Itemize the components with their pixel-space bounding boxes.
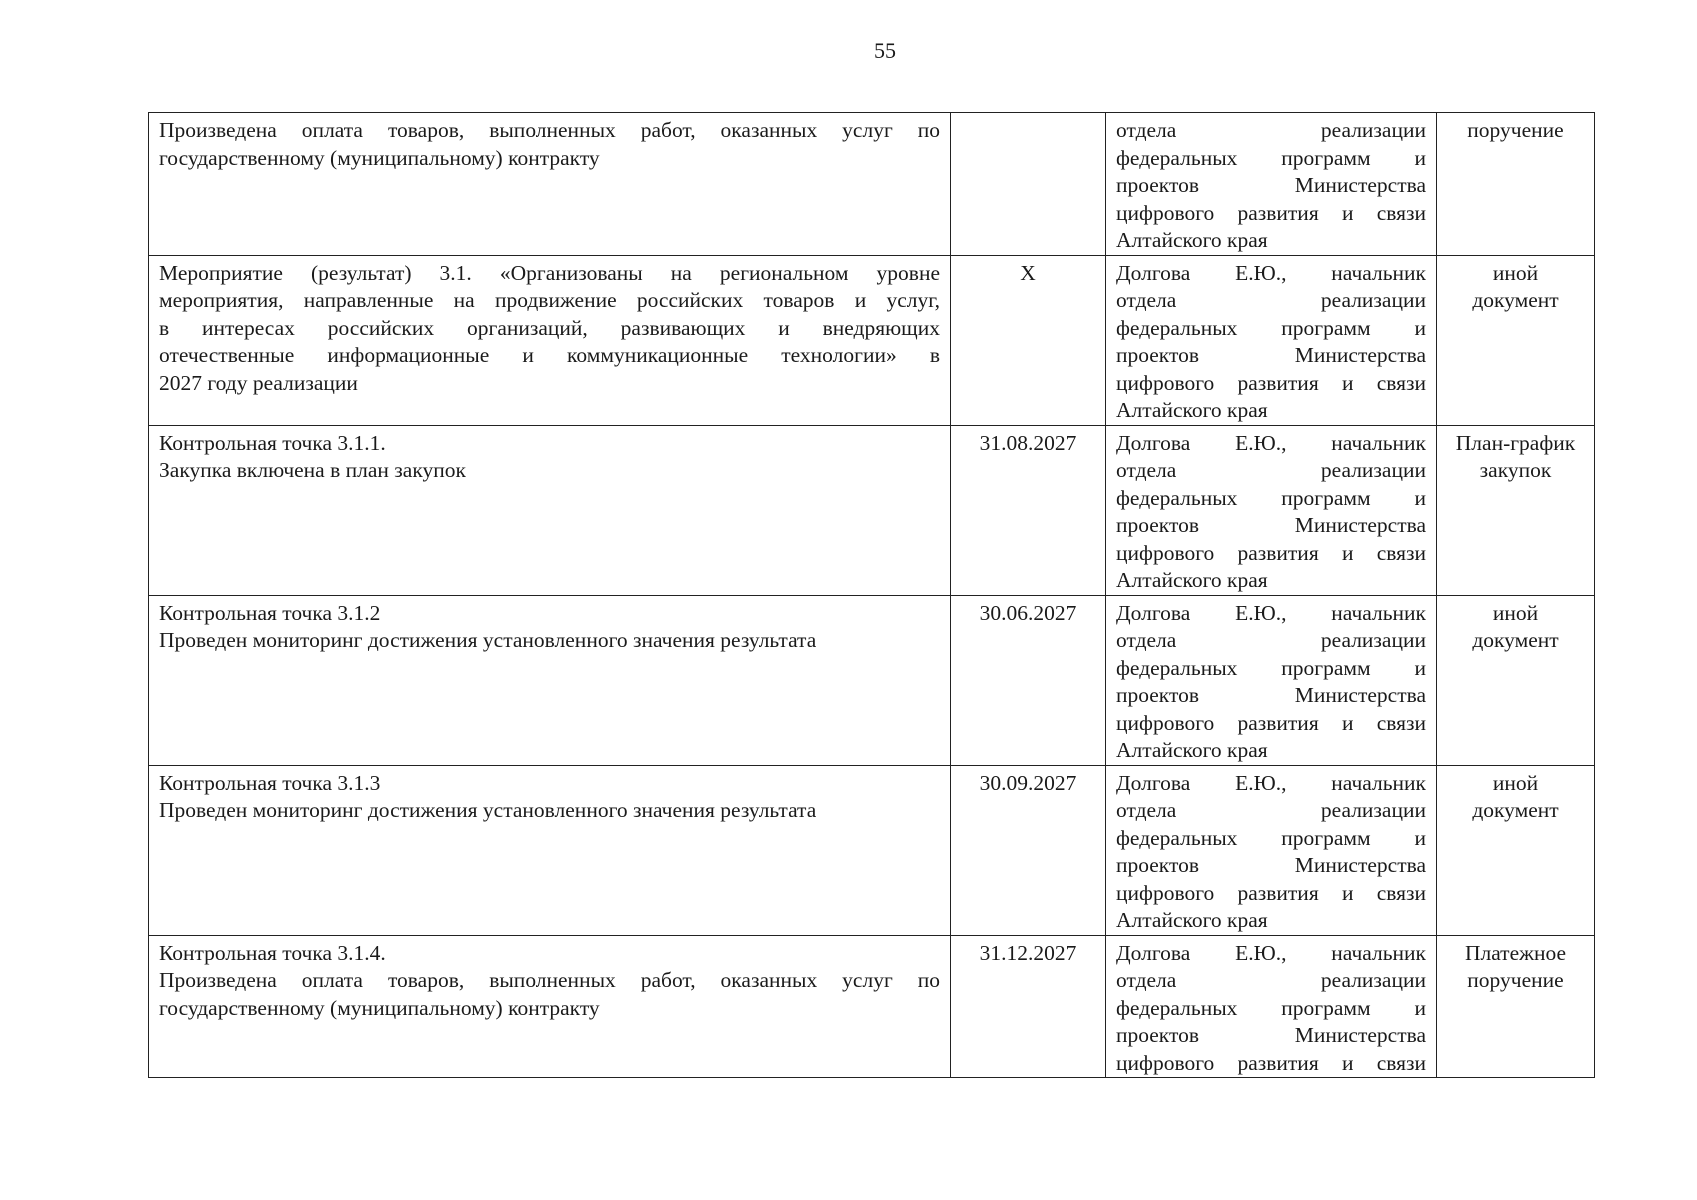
document-type-line: иной bbox=[1492, 260, 1539, 285]
responsible-line: отдела реализации bbox=[1116, 798, 1426, 822]
responsible-line: цифрового развития и связи bbox=[1116, 370, 1426, 395]
responsible-line: Долгова Е.Ю., начальник bbox=[1116, 430, 1426, 455]
description-line: в интересах российских организаций, развивающих и внедряющих bbox=[159, 315, 940, 340]
document-type-line: поручение bbox=[1467, 118, 1564, 142]
event-description-cell bbox=[149, 935, 951, 1078]
responsible-line: отдела реализации bbox=[1116, 968, 1426, 992]
responsible-line: отдела реализации bbox=[1116, 288, 1426, 312]
responsible-person-cell bbox=[1106, 765, 1437, 935]
description-line: Проведен мониторинг достижения установленного значения результата bbox=[159, 798, 817, 822]
document-type-cell bbox=[1437, 113, 1595, 256]
responsible-line: цифрового развития и связи bbox=[1116, 200, 1426, 225]
responsible-line: отдела реализации bbox=[1116, 118, 1426, 142]
event-description-cell bbox=[149, 425, 951, 595]
document-type-line: иной bbox=[1492, 770, 1539, 795]
table-row bbox=[149, 765, 1595, 935]
description-line: государственному (муниципальному) контракту bbox=[159, 995, 600, 1020]
responsible-line: цифрового развития и связи bbox=[1116, 880, 1426, 905]
document-type-cell bbox=[1437, 595, 1595, 765]
document-type-cell bbox=[1437, 255, 1595, 425]
responsible-line: Алтайского края bbox=[1116, 908, 1268, 932]
description-line: Произведена оплата товаров, выполненных работ, оказанных услуг по bbox=[159, 968, 940, 992]
description-line: государственному (муниципальному) контракту bbox=[159, 145, 600, 170]
document-type-cell bbox=[1437, 765, 1595, 935]
table-row bbox=[149, 113, 1595, 256]
document-type-line: поручение bbox=[1467, 968, 1564, 992]
deadline-date-cell: 31.08.2027 bbox=[951, 425, 1106, 595]
event-description-cell bbox=[149, 595, 951, 765]
responsible-line: проектов Министерства bbox=[1116, 683, 1426, 707]
deadline-date-cell: Х bbox=[951, 255, 1106, 425]
document-type-cell bbox=[1437, 425, 1595, 595]
deadline-date-cell: 30.09.2027 bbox=[951, 765, 1106, 935]
responsible-line: проектов Министерства bbox=[1116, 173, 1426, 197]
page-number: 55 bbox=[874, 38, 896, 63]
responsible-line: цифрового развития и связи bbox=[1116, 1050, 1426, 1075]
responsible-line: цифрового развития и связи bbox=[1116, 540, 1426, 565]
description-line: Контрольная точка 3.1.3 bbox=[159, 770, 381, 795]
responsible-line: федеральных программ и bbox=[1116, 825, 1426, 850]
table-row bbox=[149, 595, 1595, 765]
plan-table bbox=[148, 112, 1595, 1078]
deadline-date-cell: 30.06.2027 bbox=[951, 595, 1106, 765]
responsible-line: Долгова Е.Ю., начальник bbox=[1116, 600, 1426, 625]
responsible-line: Алтайского края bbox=[1116, 738, 1268, 762]
responsible-line: цифрового развития и связи bbox=[1116, 710, 1426, 735]
responsible-line: проектов Министерства bbox=[1116, 1023, 1426, 1047]
responsible-person-cell bbox=[1106, 935, 1437, 1078]
responsible-person-cell bbox=[1106, 255, 1437, 425]
responsible-person-cell bbox=[1106, 595, 1437, 765]
responsible-line: федеральных программ и bbox=[1116, 315, 1426, 340]
responsible-line: федеральных программ и bbox=[1116, 485, 1426, 510]
event-description-cell bbox=[149, 765, 951, 935]
event-description-cell bbox=[149, 113, 951, 256]
deadline-date-cell: 31.12.2027 bbox=[951, 935, 1106, 1078]
responsible-line: Долгова Е.Ю., начальник bbox=[1116, 940, 1426, 965]
description-line: мероприятия, направленные на продвижение российских товаров и услуг, bbox=[159, 288, 940, 312]
responsible-person-cell bbox=[1106, 113, 1437, 256]
description-line: Контрольная точка 3.1.4. bbox=[159, 940, 386, 965]
document-type-line: документ bbox=[1472, 798, 1559, 822]
table-row bbox=[149, 255, 1595, 425]
document-type-line: закупок bbox=[1479, 458, 1552, 482]
document-type-line: Платежное bbox=[1464, 940, 1567, 965]
description-line: Контрольная точка 3.1.2 bbox=[159, 600, 381, 625]
table-body bbox=[149, 113, 1595, 1078]
description-line: Проведен мониторинг достижения установленного значения результата bbox=[159, 628, 817, 652]
responsible-line: федеральных программ и bbox=[1116, 655, 1426, 680]
responsible-line: проектов Министерства bbox=[1116, 513, 1426, 537]
document-type-line: документ bbox=[1472, 288, 1559, 312]
description-line: Контрольная точка 3.1.1. bbox=[159, 430, 386, 455]
responsible-line: Алтайского края bbox=[1116, 568, 1268, 592]
deadline-date-cell bbox=[951, 113, 1106, 256]
document-type-cell bbox=[1437, 935, 1595, 1078]
description-line: Произведена оплата товаров, выполненных работ, оказанных услуг по bbox=[159, 118, 940, 142]
responsible-line: Алтайского края bbox=[1116, 398, 1268, 422]
table-row bbox=[149, 935, 1595, 1078]
description-line: 2027 году реализации bbox=[159, 370, 358, 395]
responsible-line: Долгова Е.Ю., начальник bbox=[1116, 770, 1426, 795]
responsible-line: федеральных программ и bbox=[1116, 995, 1426, 1020]
responsible-line: федеральных программ и bbox=[1116, 145, 1426, 170]
event-description-cell bbox=[149, 255, 951, 425]
document-type-line: документ bbox=[1472, 628, 1559, 652]
responsible-line: отдела реализации bbox=[1116, 628, 1426, 652]
responsible-line: Алтайского края bbox=[1116, 228, 1268, 252]
responsible-person-cell bbox=[1106, 425, 1437, 595]
description-line: Закупка включена в план закупок bbox=[159, 458, 466, 482]
document-type-line: План-график bbox=[1455, 430, 1576, 455]
description-line: Мероприятие (результат) 3.1. «Организованы на региональном уровне bbox=[159, 260, 940, 285]
document-type-line: иной bbox=[1492, 600, 1539, 625]
table-row bbox=[149, 425, 1595, 595]
responsible-line: Долгова Е.Ю., начальник bbox=[1116, 260, 1426, 285]
responsible-line: проектов Министерства bbox=[1116, 853, 1426, 877]
responsible-line: проектов Министерства bbox=[1116, 343, 1426, 367]
description-line: отечественные информационные и коммуникационные технологии» в bbox=[159, 343, 940, 367]
responsible-line: отдела реализации bbox=[1116, 458, 1426, 482]
